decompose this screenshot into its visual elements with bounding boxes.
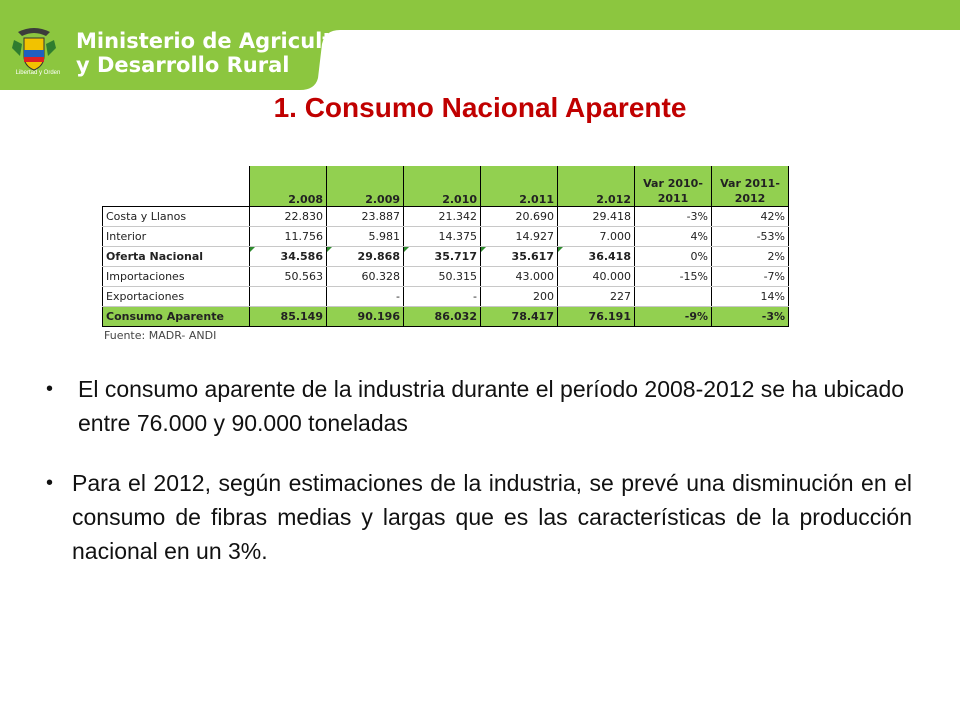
table-row-importaciones	[103, 267, 789, 287]
table-cell: -3%	[712, 307, 789, 327]
table-cell: 7.000	[558, 227, 635, 247]
table-cell: 36.418	[558, 247, 635, 267]
table-cell: -53%	[712, 227, 789, 247]
table-cell: 2%	[712, 247, 789, 267]
row-label: Oferta Nacional	[103, 247, 250, 267]
table-cell: 4%	[635, 227, 712, 247]
table-cell: 29.868	[327, 247, 404, 267]
consumption-table	[102, 166, 789, 327]
header-var2-line2: 2012	[734, 192, 766, 205]
table-cell: 50.563	[250, 267, 327, 287]
table-row-costa-llanos	[103, 207, 789, 227]
table-cell: 21.342	[404, 207, 481, 227]
header-empty-cell	[103, 166, 250, 207]
table-cell: 14%	[712, 287, 789, 307]
bullet-item	[46, 372, 912, 440]
bullet-list	[46, 372, 912, 594]
table-cell: -15%	[635, 267, 712, 287]
table-cell: 60.328	[327, 267, 404, 287]
header-var1-line2: 2011	[657, 192, 689, 205]
table-cell: 20.690	[481, 207, 558, 227]
consumption-table-wrapper	[102, 166, 789, 342]
row-label: Importaciones	[103, 267, 250, 287]
header-2010: 2.010	[404, 166, 481, 207]
table-cell: -	[404, 287, 481, 307]
table-cell: 29.418	[558, 207, 635, 227]
header-banner	[0, 0, 960, 92]
header-var-2011-2012	[712, 166, 789, 207]
row-label: Exportaciones	[103, 287, 250, 307]
table-cell: -7%	[712, 267, 789, 287]
table-cell: 76.191	[558, 307, 635, 327]
table-cell: 40.000	[558, 267, 635, 287]
table-cell: 5.981	[327, 227, 404, 247]
table-header-row	[103, 166, 789, 207]
bullet-text: El consumo aparente de la industria durante el período 2008-2012 se ha ubicado entre 76.000 y 90.000 toneladas	[78, 376, 905, 436]
row-label: Interior	[103, 227, 250, 247]
ministry-line-1: Ministerio de Agricultura	[76, 29, 372, 53]
bullet-text: Para el 2012, según estimaciones de la industria, se prevé una disminución en el consumo de fibras medias y largas que es las características de la producción nacional en un 3%.	[72, 470, 912, 564]
table-cell	[250, 287, 327, 307]
table-cell: 35.617	[481, 247, 558, 267]
table-row-interior	[103, 227, 789, 247]
table-cell: 42%	[712, 207, 789, 227]
header-2009: 2.009	[327, 166, 404, 207]
table-row-exportaciones	[103, 287, 789, 307]
table-cell: 14.375	[404, 227, 481, 247]
table-cell: 90.196	[327, 307, 404, 327]
table-cell: 14.927	[481, 227, 558, 247]
page-title: 1. Consumo Nacional Aparente	[273, 92, 687, 123]
row-label: Costa y Llanos	[103, 207, 250, 227]
table-cell: 34.586	[250, 247, 327, 267]
header-var2-line1: Var 2011-	[720, 177, 780, 190]
table-cell: 43.000	[481, 267, 558, 287]
table-cell	[635, 287, 712, 307]
table-cell: -9%	[635, 307, 712, 327]
header-2011: 2.011	[481, 166, 558, 207]
table-cell: 50.315	[404, 267, 481, 287]
table-cell: 78.417	[481, 307, 558, 327]
bullet-dot-icon: •	[46, 472, 54, 494]
table-cell: 86.032	[404, 307, 481, 327]
table-row-consumo-aparente	[103, 307, 789, 327]
bullet-item	[46, 466, 912, 568]
table-cell: -	[327, 287, 404, 307]
table-cell: 0%	[635, 247, 712, 267]
table-cell: -3%	[635, 207, 712, 227]
motto-text: Libertad y Orden	[15, 70, 61, 76]
ministry-line-2: y Desarrollo Rural	[76, 53, 290, 77]
table-cell: 23.887	[327, 207, 404, 227]
header-var-2010-2011	[635, 166, 712, 207]
ministry-name	[76, 29, 372, 77]
header-var1-line1: Var 2010-	[643, 177, 703, 190]
table-source: Fuente: MADR- ANDI	[104, 329, 217, 342]
table-cell: 200	[481, 287, 558, 307]
header-2012: 2.012	[558, 166, 635, 207]
table-cell: 85.149	[250, 307, 327, 327]
table-cell: 22.830	[250, 207, 327, 227]
table-cell: 35.717	[404, 247, 481, 267]
header-2008: 2.008	[250, 166, 327, 207]
table-cell: 227	[558, 287, 635, 307]
table-row-oferta-nacional	[103, 247, 789, 267]
bullet-dot-icon: •	[46, 378, 54, 400]
table-cell: 11.756	[250, 227, 327, 247]
row-label: Consumo Aparente	[103, 307, 250, 327]
